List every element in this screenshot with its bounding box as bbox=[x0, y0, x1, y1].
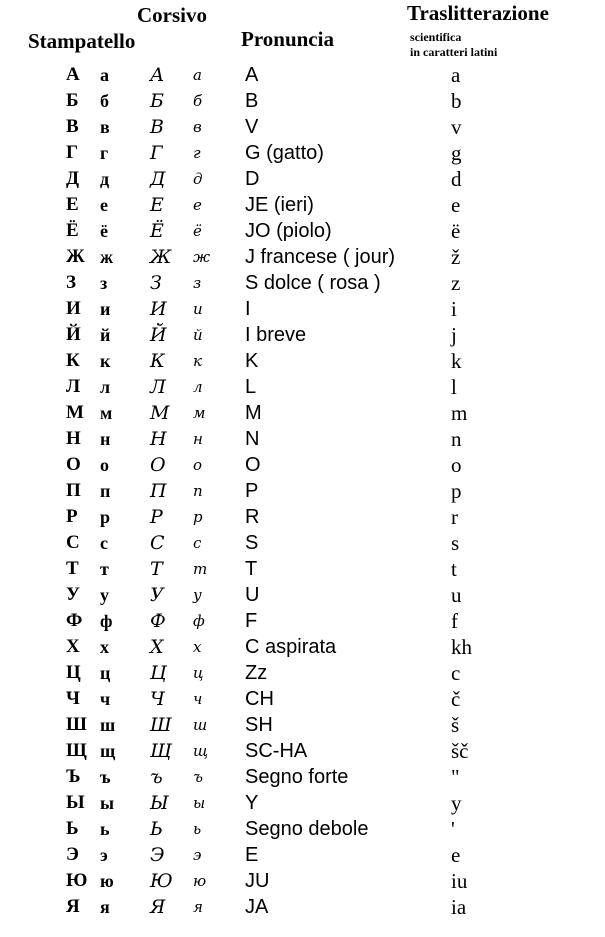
printed-uppercase: И bbox=[66, 298, 81, 319]
letter-row bbox=[0, 894, 605, 920]
printed-lowercase: б bbox=[100, 91, 109, 111]
printed-lowercase: м bbox=[100, 403, 113, 423]
cursive-uppercase: Ё bbox=[150, 220, 164, 242]
pronunciation: T bbox=[245, 558, 258, 580]
alphabet-table bbox=[0, 62, 605, 920]
printed-uppercase: П bbox=[66, 480, 81, 501]
letter-row bbox=[0, 296, 605, 322]
cursive-uppercase: Ж bbox=[150, 246, 172, 268]
printed-lowercase: и bbox=[100, 299, 111, 319]
transliteration: l bbox=[451, 375, 457, 399]
cursive-uppercase: Ф bbox=[150, 610, 166, 632]
cursive-uppercase: К bbox=[150, 350, 165, 372]
printed-lowercase: л bbox=[100, 377, 111, 397]
cursive-lowercase: и bbox=[193, 300, 203, 318]
printed-uppercase: Х bbox=[66, 636, 80, 657]
letter-row bbox=[0, 790, 605, 816]
letter-row bbox=[0, 322, 605, 348]
transliteration: ë bbox=[451, 219, 461, 243]
header-traslitterazione: Traslitterazione bbox=[407, 1, 549, 25]
transliteration: k bbox=[451, 349, 462, 373]
cursive-uppercase: Л bbox=[150, 376, 166, 398]
printed-lowercase: а bbox=[100, 65, 109, 85]
printed-uppercase: С bbox=[66, 532, 80, 553]
printed-lowercase: н bbox=[100, 429, 111, 449]
letter-row bbox=[0, 114, 605, 140]
letter-row bbox=[0, 270, 605, 296]
transliteration: y bbox=[451, 791, 462, 815]
pronunciation: S dolce ( rosa ) bbox=[245, 272, 381, 294]
printed-uppercase: Ъ bbox=[66, 766, 81, 787]
transliteration: r bbox=[451, 505, 458, 529]
transliteration: j bbox=[451, 323, 457, 347]
printed-uppercase: Г bbox=[66, 142, 79, 163]
printed-uppercase: Я bbox=[66, 896, 80, 917]
transliteration: i bbox=[451, 297, 457, 321]
cursive-uppercase: Г bbox=[150, 142, 163, 164]
pronunciation: I bbox=[245, 298, 251, 320]
cursive-lowercase: ч bbox=[193, 690, 203, 708]
printed-uppercase: Э bbox=[66, 844, 79, 865]
pronunciation: P bbox=[245, 480, 259, 502]
letter-row bbox=[0, 634, 605, 660]
cursive-uppercase: И bbox=[150, 298, 167, 320]
cursive-uppercase: Ш bbox=[150, 714, 172, 736]
transliteration: c bbox=[451, 661, 461, 685]
cursive-lowercase: р bbox=[193, 508, 203, 526]
cursive-lowercase: ф bbox=[193, 612, 205, 630]
transliteration: d bbox=[451, 167, 462, 191]
printed-uppercase: К bbox=[66, 350, 80, 371]
cursive-uppercase: ъ bbox=[150, 766, 163, 788]
printed-uppercase: Ю bbox=[66, 870, 88, 891]
pronunciation: D bbox=[245, 168, 260, 190]
pronunciation: JU bbox=[245, 870, 270, 892]
cursive-lowercase: щ bbox=[193, 742, 209, 760]
letter-row bbox=[0, 218, 605, 244]
transliteration: f bbox=[451, 609, 458, 633]
printed-lowercase: ь bbox=[100, 819, 110, 839]
printed-lowercase: з bbox=[100, 273, 108, 293]
printed-uppercase: Ь bbox=[66, 818, 79, 839]
printed-uppercase: Т bbox=[66, 558, 79, 579]
letter-row bbox=[0, 478, 605, 504]
pronunciation: C aspirata bbox=[245, 636, 337, 658]
printed-lowercase: г bbox=[100, 143, 109, 163]
printed-lowercase: с bbox=[100, 533, 108, 553]
cursive-lowercase: г bbox=[193, 144, 201, 162]
letter-row bbox=[0, 400, 605, 426]
letter-row bbox=[0, 556, 605, 582]
cursive-uppercase: Н bbox=[150, 428, 167, 450]
printed-lowercase: е bbox=[100, 195, 108, 215]
cursive-lowercase: ы bbox=[193, 794, 206, 812]
cursive-uppercase: Х bbox=[150, 636, 164, 658]
pronunciation: I breve bbox=[245, 324, 307, 346]
printed-lowercase: й bbox=[100, 325, 111, 345]
cursive-uppercase: Й bbox=[150, 324, 167, 346]
transliteration: g bbox=[451, 141, 462, 165]
cursive-uppercase: С bbox=[150, 532, 165, 554]
pronunciation: R bbox=[245, 506, 260, 528]
cursive-lowercase: к bbox=[193, 352, 202, 370]
letter-row bbox=[0, 452, 605, 478]
letter-row bbox=[0, 426, 605, 452]
printed-lowercase: о bbox=[100, 455, 109, 475]
letter-row bbox=[0, 660, 605, 686]
cursive-uppercase: У bbox=[150, 584, 164, 606]
printed-lowercase: д bbox=[100, 169, 110, 189]
pronunciation: U bbox=[245, 584, 260, 606]
pronunciation: G (gatto) bbox=[245, 142, 324, 164]
cursive-uppercase: Д bbox=[150, 168, 166, 190]
letter-row bbox=[0, 582, 605, 608]
cursive-lowercase: д bbox=[193, 170, 203, 188]
pronunciation: N bbox=[245, 428, 260, 450]
transliteration: v bbox=[451, 115, 462, 139]
printed-lowercase: ж bbox=[100, 247, 114, 267]
transliteration: ž bbox=[451, 245, 461, 269]
printed-lowercase: ш bbox=[100, 715, 116, 735]
pronunciation: JE (ieri) bbox=[245, 194, 314, 216]
printed-uppercase: Ш bbox=[66, 714, 87, 735]
transliteration: t bbox=[451, 557, 457, 581]
transliteration: z bbox=[451, 271, 461, 295]
printed-uppercase: Ы bbox=[66, 792, 85, 813]
transliteration: iu bbox=[451, 869, 468, 893]
cursive-lowercase: м bbox=[193, 404, 206, 422]
letter-row bbox=[0, 166, 605, 192]
cursive-uppercase: В bbox=[150, 116, 164, 138]
transliteration: kh bbox=[451, 635, 472, 659]
header-caratteri-latini: in caratteri latini bbox=[410, 45, 498, 59]
transliteration: m bbox=[451, 401, 468, 425]
printed-uppercase: В bbox=[66, 116, 79, 137]
printed-lowercase: ы bbox=[100, 793, 115, 813]
pronunciation: SC-HA bbox=[245, 740, 308, 762]
pronunciation: SH bbox=[245, 714, 273, 736]
letter-row bbox=[0, 686, 605, 712]
printed-lowercase: ю bbox=[100, 871, 114, 891]
letter-row bbox=[0, 530, 605, 556]
printed-lowercase: ё bbox=[100, 221, 108, 241]
pronunciation: O bbox=[245, 454, 261, 476]
letter-row bbox=[0, 712, 605, 738]
pronunciation: CH bbox=[245, 688, 274, 710]
pronunciation: JA bbox=[245, 896, 269, 918]
cursive-uppercase: Ч bbox=[150, 688, 165, 710]
printed-lowercase: э bbox=[100, 845, 108, 865]
cursive-lowercase: у bbox=[193, 586, 202, 604]
pronunciation: F bbox=[245, 610, 258, 632]
cursive-lowercase: э bbox=[193, 846, 202, 864]
transliteration: b bbox=[451, 89, 462, 113]
cursive-uppercase: Я bbox=[150, 896, 166, 918]
printed-uppercase: Ц bbox=[66, 662, 81, 683]
cursive-uppercase: Ю bbox=[150, 870, 173, 892]
cursive-uppercase: З bbox=[150, 272, 162, 294]
letter-row bbox=[0, 244, 605, 270]
printed-uppercase: Ф bbox=[66, 610, 83, 631]
printed-uppercase: Б bbox=[66, 90, 79, 111]
transliteration: č bbox=[451, 687, 461, 711]
printed-lowercase: щ bbox=[100, 741, 116, 761]
cursive-uppercase: М bbox=[150, 402, 170, 424]
pronunciation: E bbox=[245, 844, 259, 866]
transliteration: e bbox=[451, 843, 461, 867]
transliteration: ' bbox=[451, 817, 455, 841]
printed-uppercase: Ч bbox=[66, 688, 80, 709]
cursive-lowercase: ж bbox=[193, 248, 211, 266]
printed-uppercase: М bbox=[66, 402, 84, 423]
cursive-uppercase: Э bbox=[150, 844, 165, 866]
pronunciation: M bbox=[245, 402, 262, 424]
transliteration: ia bbox=[451, 895, 467, 919]
transliteration: s bbox=[451, 531, 460, 555]
printed-uppercase: А bbox=[66, 64, 80, 85]
cursive-lowercase: б bbox=[193, 92, 203, 110]
cursive-lowercase: я bbox=[193, 898, 203, 916]
pronunciation: Y bbox=[245, 792, 259, 814]
cursive-lowercase: в bbox=[193, 118, 202, 136]
cursive-lowercase: х bbox=[193, 638, 202, 656]
cursive-lowercase: н bbox=[193, 430, 203, 448]
pronunciation: L bbox=[245, 376, 257, 398]
cursive-lowercase: п bbox=[193, 482, 203, 500]
pronunciation: A bbox=[245, 64, 259, 86]
cursive-lowercase: ш bbox=[193, 716, 208, 734]
letter-row bbox=[0, 504, 605, 530]
letter-row bbox=[0, 868, 605, 894]
cursive-uppercase: Р bbox=[150, 506, 163, 528]
cursive-uppercase: Ц bbox=[150, 662, 167, 684]
printed-lowercase: ч bbox=[100, 689, 111, 709]
cursive-uppercase: А bbox=[150, 64, 165, 86]
printed-uppercase: З bbox=[66, 272, 77, 293]
printed-lowercase: п bbox=[100, 481, 111, 501]
cursive-lowercase: о bbox=[193, 456, 203, 474]
transliteration: u bbox=[451, 583, 462, 607]
cursive-lowercase: т bbox=[193, 560, 208, 578]
letter-row bbox=[0, 192, 605, 218]
pronunciation: J francese ( jour) bbox=[245, 246, 396, 268]
cursive-lowercase: ь bbox=[193, 820, 202, 838]
letter-row bbox=[0, 816, 605, 842]
letter-row bbox=[0, 348, 605, 374]
cursive-lowercase: ц bbox=[193, 664, 204, 682]
printed-lowercase: у bbox=[100, 585, 109, 605]
cursive-lowercase: е bbox=[193, 196, 202, 214]
letter-row bbox=[0, 608, 605, 634]
printed-uppercase: Д bbox=[66, 168, 80, 189]
pronunciation: S bbox=[245, 532, 259, 554]
cursive-lowercase: л bbox=[193, 378, 203, 396]
pronunciation: JO (piolo) bbox=[245, 220, 332, 242]
cursive-uppercase: Ы bbox=[150, 792, 169, 814]
printed-uppercase: Щ bbox=[66, 740, 87, 761]
header-corsivo: Corsivo bbox=[137, 3, 207, 27]
printed-uppercase: Ё bbox=[66, 220, 79, 241]
cursive-uppercase: П bbox=[150, 480, 167, 502]
pronunciation: Segno debole bbox=[245, 818, 369, 840]
cursive-lowercase: ъ bbox=[193, 768, 203, 786]
printed-lowercase: р bbox=[100, 507, 111, 527]
cursive-lowercase: ё bbox=[193, 222, 202, 240]
printed-lowercase: к bbox=[100, 351, 111, 371]
printed-uppercase: У bbox=[66, 584, 80, 605]
printed-uppercase: Н bbox=[66, 428, 81, 449]
transliteration: a bbox=[451, 63, 461, 87]
letter-row bbox=[0, 738, 605, 764]
cursive-lowercase: й bbox=[193, 326, 203, 344]
pronunciation: Zz bbox=[245, 662, 268, 684]
transliteration: p bbox=[451, 479, 462, 503]
printed-uppercase: О bbox=[66, 454, 81, 475]
printed-uppercase: Ж bbox=[66, 246, 85, 267]
letter-row bbox=[0, 842, 605, 868]
letter-row bbox=[0, 374, 605, 400]
cursive-lowercase: ю bbox=[193, 872, 207, 890]
letter-row bbox=[0, 140, 605, 166]
printed-uppercase: Р bbox=[66, 506, 78, 527]
cursive-uppercase: Щ bbox=[150, 740, 172, 762]
printed-lowercase: в bbox=[100, 117, 110, 137]
cursive-uppercase: Т bbox=[150, 558, 163, 580]
cursive-lowercase: с bbox=[193, 534, 202, 552]
transliteration: n bbox=[451, 427, 462, 451]
printed-lowercase: я bbox=[100, 897, 110, 917]
transliteration: š bbox=[451, 713, 460, 737]
printed-uppercase: Л bbox=[66, 376, 81, 397]
pronunciation: Segno forte bbox=[245, 766, 349, 788]
cursive-uppercase: Е bbox=[150, 194, 164, 216]
printed-lowercase: ф bbox=[100, 611, 113, 631]
printed-uppercase: Й bbox=[66, 324, 81, 345]
cursive-lowercase: а bbox=[193, 66, 202, 84]
transliteration: o bbox=[451, 453, 462, 477]
printed-uppercase: Е bbox=[66, 194, 79, 215]
pronunciation: V bbox=[245, 116, 259, 138]
transliteration: šč bbox=[451, 739, 469, 763]
letter-row bbox=[0, 764, 605, 790]
header-pronuncia: Pronuncia bbox=[241, 27, 334, 51]
header-stampatello: Stampatello bbox=[28, 29, 136, 53]
letter-row bbox=[0, 88, 605, 114]
transliteration: " bbox=[451, 765, 460, 789]
letter-row bbox=[0, 62, 605, 88]
pronunciation: K bbox=[245, 350, 259, 372]
printed-lowercase: ц bbox=[100, 663, 111, 683]
header-scientifica: scientifica bbox=[410, 30, 462, 44]
printed-lowercase: ъ bbox=[100, 767, 111, 787]
printed-lowercase: х bbox=[100, 637, 109, 657]
transliteration: e bbox=[451, 193, 461, 217]
cursive-lowercase: з bbox=[193, 274, 202, 292]
cursive-uppercase: Б bbox=[150, 90, 164, 112]
printed-lowercase: т bbox=[100, 559, 109, 579]
pronunciation: B bbox=[245, 90, 259, 112]
cursive-uppercase: Ь bbox=[150, 818, 163, 840]
cursive-uppercase: О bbox=[150, 454, 166, 476]
